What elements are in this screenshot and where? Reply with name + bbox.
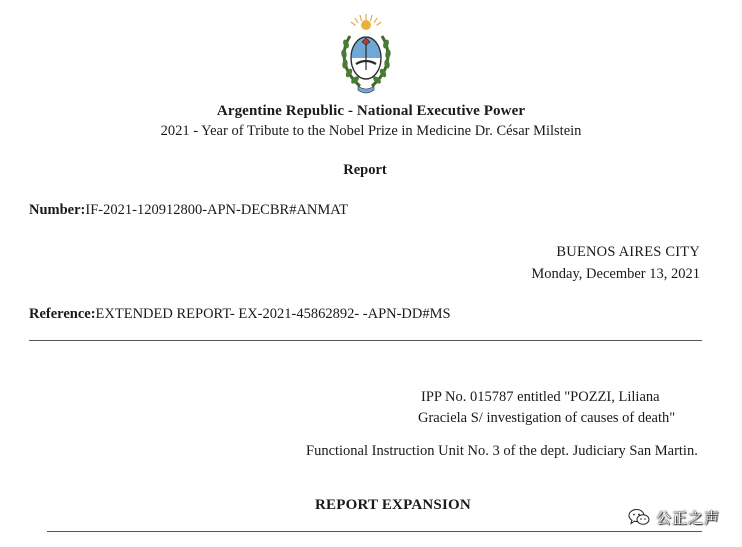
- header-title-separator: -: [344, 103, 357, 119]
- divider-bottom: [47, 531, 702, 532]
- coat-of-arms-icon: [336, 12, 396, 96]
- document-reference-label: Reference:: [29, 306, 96, 322]
- header-subtitle: 2021 - Year of Tribute to the Nobel Prize in Medicine Dr. César Milstein: [160, 123, 582, 139]
- document-city: BUENOS AIRES CITY: [556, 244, 700, 260]
- ipp-line-1: IPP No. 015787 entitled "POZZI, Liliana: [421, 389, 660, 405]
- watermark: [628, 505, 720, 529]
- ipp-line-2: Graciela S/ investigation of causes of death": [418, 410, 676, 426]
- document-type: Report: [343, 162, 387, 178]
- document-number-label: Number:: [29, 202, 86, 218]
- document-reference: [29, 306, 451, 323]
- functional-unit: Functional Instruction Unit No. 3 of the dept. Judiciary San Martin.: [306, 443, 698, 459]
- document-reference-value: EXTENDED REPORT- EX-2021-45862892- -APN-DD#MS: [95, 306, 451, 322]
- wechat-icon: [628, 508, 650, 526]
- header-title-country: Argentine Republic: [216, 103, 345, 119]
- document-date: Monday, December 13, 2021: [531, 266, 700, 282]
- header-title: [0, 103, 742, 120]
- header-title-power: National Executive Power: [356, 103, 526, 119]
- ipp-case-title: [418, 387, 718, 429]
- document-number-value: IF-2021-120912800-APN-DECBR#ANMAT: [85, 202, 349, 218]
- divider-top: [29, 340, 702, 341]
- document-number: [29, 202, 348, 219]
- section-title: REPORT EXPANSION: [315, 497, 471, 513]
- watermark-text: 公正之声: [655, 508, 720, 527]
